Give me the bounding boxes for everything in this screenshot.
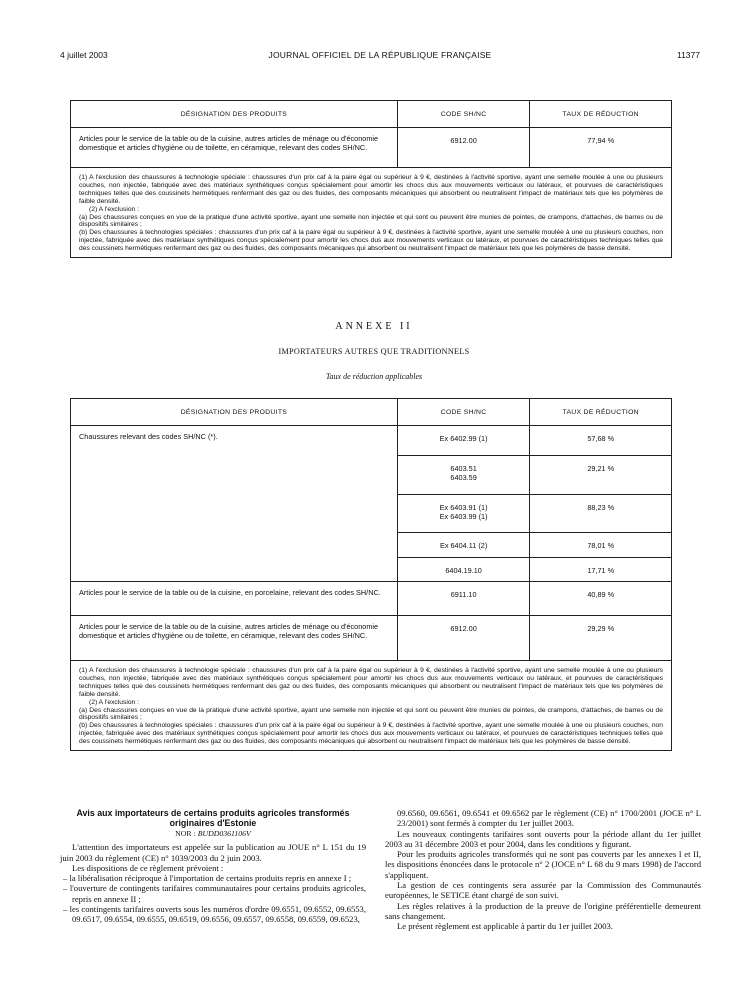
- footnote-2a: (a) Des chaussures conçues en vue de la pratique d'une activité sportive, ayant une semelle non injectée et qui sont ou peuvent être munies de pointes, de crampons, d'attaches, de barres ou de dispositifs similaires ;: [79, 706, 663, 722]
- avis-paragraph: L'attention des importateurs est appelée sur la publication au JOUE n° L 151 du 19 juin 2003 du règlement (CE) n° 1039/2003 du 2 juin 2003.: [60, 842, 366, 863]
- table-header-row: [71, 399, 672, 426]
- header-date: 4 juillet 2003: [60, 50, 108, 60]
- footnote-2b: (b) Des chaussures à technologies spéciales : chaussures d'un prix caf à la paire égal ou supérieur à 9 €, destinées à l'activité sportive, ayant une semelle moulée à une ou plusieurs couches, non injectée, fabriquée avec des matériaux synthétiques conçus spécialement pour amortir les chocs dus aux mouvements verticaux ou latéraux, et pourvues de caractéristiques techniques telles que des coussinets hermétiques renfermant des gaz ou des fluides, des composants mécaniques qui absorbent ou neutralisent l'impact de matériaux tels que les polymères de basse densité.: [79, 229, 663, 253]
- avis-list-item: – la libéralisation réciproque à l'importation de certains produits repris en annexe I ;: [63, 873, 352, 884]
- footnote-2b: (b) Des chaussures à technologies spéciales : chaussures d'un prix caf à la paire égal ou supérieur à 9 €, destinées à l'activité sportive, ayant une semelle moulée à une ou plusieurs couches, non injectée, fabriquée avec des matériaux synthétiques conçus spécialement pour amortir les chocs dus aux mouvements verticaux ou latéraux, et pourvues de caractéristiques techniques telles que des coussinets hermétiques renfermant des gaz ou des fluides, des composants mécaniques qui absorbent ou neutralisent l'impact de matériaux tels que les polymères de basse densité.: [79, 722, 663, 746]
- avis-paragraph: Les dispositions de ce règlement prévoient :: [72, 862, 224, 873]
- designation-cell: Articles pour le service de la table ou de la cuisine, en porcelaine, relevant des codes SH/NC.: [71, 582, 398, 616]
- designation-cell: Articles pour le service de la table ou de la cuisine, autres articles de ménage ou d'économie domestique et articles d'hygiène ou de toilette, en céramique, relevant des codes SH/NC.: [71, 128, 398, 168]
- code-cell: [397, 456, 530, 495]
- footnote-1: (1) A l'exclusion des chaussures à technologie spéciale : chaussures d'un prix caf à la paire égal ou supérieur à 9 €, destinées à l'activité sportive, ayant une semelle moulée à une ou plusieurs couches, non injectée, fabriquée avec des matériaux synthétiques conçus spécialement pour amortir les chocs dus aux mouvements verticaux ou latéraux, et pourvues de caractéristiques techniques telles que des coussinets hermétiques renfermant des gaz ou des fluides, des composants mécaniques qui absorbent ou neutralisent l'impact de matériaux tels que les polymères de faible densité.: [79, 174, 663, 205]
- avis-paragraph: Le présent règlement est applicable à partir du 1er juillet 2003.: [397, 921, 613, 932]
- column-header-rate: TAUX DE RÉDUCTION: [530, 101, 672, 128]
- footnote-2: (2) A l'exclusion :: [89, 698, 139, 706]
- avis-paragraph: 09.6560, 09.6561, 09.6541 et 09.6562 par le règlement (CE) n° 1700/2001 (JOCE n° L 23/2001) sont fermés à compter du 1er juillet 2003.: [397, 808, 701, 829]
- code-cell: Ex 6404.11 (2): [397, 533, 530, 558]
- code-cell: 6911.10: [397, 582, 530, 616]
- avis-right-column: [385, 808, 701, 932]
- avis-paragraph: Les règles relatives à la production de la preuve de l'origine préférentielle demeurent sans changement.: [385, 900, 701, 921]
- column-header-designation: DÉSIGNATION DES PRODUITS: [71, 101, 398, 128]
- footnote-1: (1) A l'exclusion des chaussures à technologie spéciale : chaussures d'un prix caf à la paire égal ou supérieur à 9 €, destinées à l'activité sportive, ayant une semelle moulée à une ou plusieurs couches, non injectée, fabriquée avec des matériaux synthétiques conçus spécialement pour amortir les chocs dus aux mouvements verticaux ou latéraux, et pourvues de caractéristiques techniques telles que des coussinets hermétiques renfermant des gaz ou des fluides, des composants mécaniques qui absorbent ou neutralisent l'impact de matériaux tels que les polymères de faible densité.: [79, 667, 663, 698]
- designation-cell: Articles pour le service de la table ou de la cuisine, autres articles de ménage ou d'économie domestique et articles d'hygiène ou de toilette, en céramique, relevant des codes SH/NC.: [71, 616, 398, 661]
- rate-cell: 40,89 %: [530, 582, 672, 616]
- annex-rates-label: Taux de réduction applicables: [325, 372, 423, 381]
- annex-subtitle: IMPORTATEURS AUTRES QUE TRADITIONNELS: [278, 347, 470, 356]
- table-row: [71, 582, 672, 616]
- avis-list-item: – les contingents tarifaires ouverts sous les numéros d'ordre 09.6551, 09.6552, 09.6553, 09.6517, 09.6554, 09.6555, 09.6519, 09.6556, 09.6557, 09.6558, 09.6559, 09.6523,: [63, 904, 366, 925]
- header-title: JOURNAL OFFICIEL DE LA RÉPUBLIQUE FRANÇAISE: [268, 50, 492, 60]
- code-line: Ex 6403.99 (1): [439, 512, 488, 521]
- avis-title: Avis aux importateurs de certains produits agricoles transformés originaires d'Estonie: [76, 808, 350, 828]
- page-header: [60, 50, 700, 64]
- nor-label: NOR :: [175, 829, 196, 838]
- column-header-code: CODE SH/NC: [397, 399, 530, 426]
- rate-cell: 77,94 %: [530, 128, 672, 168]
- rate-cell: 78,01 %: [530, 533, 672, 558]
- table-row: [71, 616, 672, 661]
- rate-cell: 29,29 %: [530, 616, 672, 661]
- table-annex-2: [70, 398, 672, 751]
- annex-title: ANNEXE II: [335, 321, 413, 332]
- column-header-code: CODE SH/NC: [397, 101, 530, 128]
- avis-paragraph: La gestion de ces contingents sera assurée par la Commission des Communautés européennes, le SETICE étant chargé de son suivi.: [385, 880, 701, 901]
- footnotes: [71, 168, 672, 258]
- avis-paragraph: Pour les produits agricoles transformés qui ne sont pas couverts par les annexes I et II, les dispositions énoncées dans le protocole n° 2 (JOCE n° L 68 du 9 mars 1998) de l'accord s'appliquent.: [385, 849, 701, 880]
- rate-cell: 57,68 %: [530, 426, 672, 456]
- rate-cell: 17,71 %: [530, 558, 672, 582]
- footnotes: [71, 661, 672, 751]
- designation-cell: Chaussures relevant des codes SH/NC (*).: [71, 426, 398, 582]
- nor-value: BUDD0361106V: [197, 829, 251, 838]
- rate-cell: 88,23 %: [530, 495, 672, 533]
- code-line: Ex 6403.91 (1): [439, 503, 488, 512]
- column-header-designation: DÉSIGNATION DES PRODUITS: [71, 399, 398, 426]
- code-cell: 6912.00: [397, 616, 530, 661]
- footnotes-row: [71, 168, 672, 258]
- footnote-2a: (a) Des chaussures conçues en vue de la pratique d'une activité sportive, ayant une semelle non injectée et qui sont ou peuvent être munies de pointes, de crampons, d'attaches, de barres ou de dispositifs similaires ;: [79, 213, 663, 229]
- footnotes-row: [71, 661, 672, 751]
- nor-reference: [60, 829, 366, 839]
- code-line: 6403.59: [450, 473, 477, 482]
- code-cell: 6404.19.10: [397, 558, 530, 582]
- avis-list-item: – l'ouverture de contingents tarifaires communautaires pour certains produits agricoles, repris en annexe II ;: [63, 883, 366, 904]
- table-row: [71, 426, 672, 456]
- avis-paragraph: Les nouveaux contingents tarifaires sont ouverts pour la période allant du 1er juillet 2003 au 31 décembre 2003 et pour 2004, dans les conditions y figurant.: [385, 828, 701, 849]
- table-annex-1-continued: [70, 100, 672, 258]
- code-cell: 6912.00: [397, 128, 530, 168]
- avis-left-column: [60, 808, 366, 925]
- code-line: 6403.51: [450, 464, 477, 473]
- rate-cell: 29,21 %: [530, 456, 672, 495]
- header-page-number: 11377: [676, 50, 700, 60]
- code-cell: [397, 495, 530, 533]
- footnote-2: (2) A l'exclusion :: [89, 205, 139, 213]
- table-row: [71, 128, 672, 168]
- code-cell: Ex 6402.99 (1): [397, 426, 530, 456]
- column-header-rate: TAUX DE RÉDUCTION: [530, 399, 672, 426]
- table-header-row: [71, 101, 672, 128]
